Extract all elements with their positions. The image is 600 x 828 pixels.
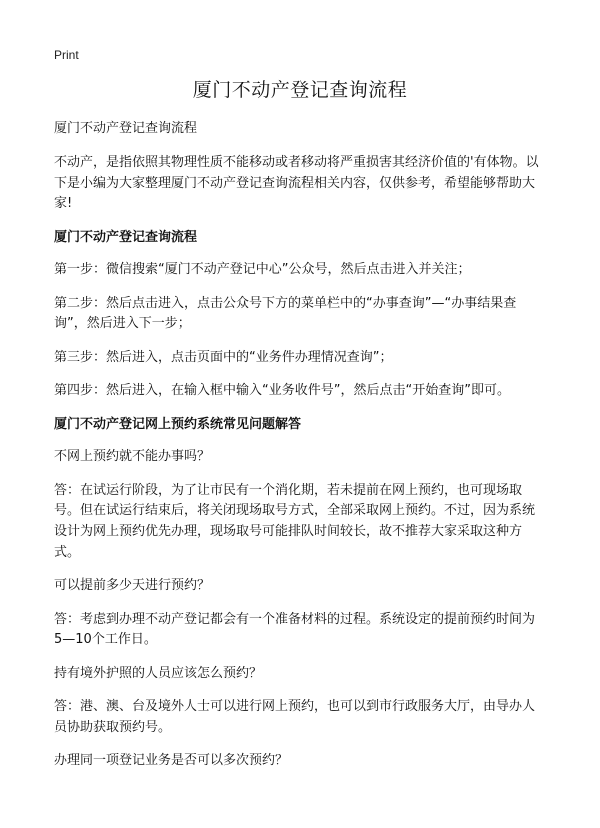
faq-question: 办理同一项登记业务是否可以多次预约？ — [54, 753, 289, 769]
faq-answer: 答：港、澳、台及境外人士可以进行网上预约，也可以到市行政服务大厅，由导办人员协助获取预约号。 — [54, 699, 536, 735]
section-heading-query-process: 厦门不动产登记查询流程 — [54, 229, 198, 245]
step-paragraph: 第三步：然后进入，点击页面中的“业务件办理情况查询”； — [54, 349, 393, 365]
print-link[interactable]: Print — [54, 48, 79, 62]
step-paragraph: 第二步：然后点击进入，点击公众号下方的菜单栏中的“办事查询”—“办事结果查询”，然后进入下一步； — [54, 295, 517, 332]
intro-paragraph: 不动产，是指依照其物理性质不能移动或者移动将严重损害其经济价值的'有体物。以下是小编为大家整理厦门不动产登记查询流程相关内容，仅供参考，希望能够帮助大家! — [54, 155, 539, 212]
section-heading-faq: 厦门不动产登记网上预约系统常见问题解答 — [54, 416, 302, 432]
faq-question: 持有境外护照的人员应该怎么预约？ — [54, 665, 263, 681]
step-paragraph: 第一步：微信搜索“厦门不动产登记中心”公众号，然后点击进入并关注； — [54, 262, 471, 278]
faq-question: 不网上预约就不能办事吗？ — [54, 449, 211, 465]
article-subtitle: 厦门不动产登记查询流程 — [54, 120, 198, 136]
faq-answer: 答：在试运行阶段，为了让市民有一个消化期，若未提前在网上预约，也可现场取号。但在试运行结束后，将关闭现场取号方式，全部采取网上预约。不过，因为系统设计为网上预约优先办理，现场取号可能排队时间较长，故不推荐大家采取这种方式。 — [54, 482, 536, 560]
faq-answer: 答：考虑到办理不动产登记都会有一个准备材料的过程。系统设定的提前预约时间为5—10个工作日。 — [54, 611, 536, 648]
page-title: 厦门不动产登记查询流程 — [192, 79, 408, 101]
faq-question: 可以提前多少天进行预约？ — [54, 578, 211, 594]
step-paragraph: 第四步：然后进入，在输入框中输入“业务收件号”，然后点击“开始查询”即可。 — [54, 383, 510, 399]
